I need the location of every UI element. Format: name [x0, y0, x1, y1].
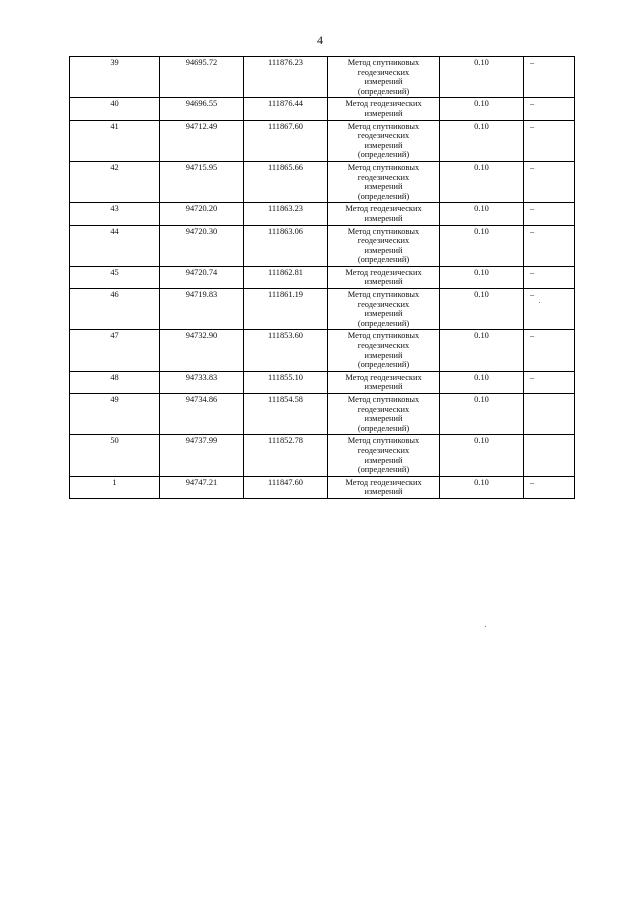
- accuracy-cell: 0.10: [440, 203, 524, 225]
- description-cell: –: [524, 225, 575, 266]
- y-coordinate-cell: 111852.78: [244, 435, 328, 476]
- y-coordinate-cell: 111854.58: [244, 394, 328, 435]
- method-line: Метод спутниковых: [347, 331, 420, 341]
- method-line: измерений: [364, 414, 403, 424]
- method-cell: [328, 266, 440, 288]
- x-coordinate-cell: 94720.30: [160, 225, 244, 266]
- method-line: (определений): [357, 150, 410, 160]
- y-coordinate-cell: 111853.60: [244, 330, 328, 371]
- y-coordinate-cell: 111862.81: [244, 266, 328, 288]
- point-number-cell: 42: [70, 161, 160, 202]
- method-line: Метод спутниковых: [347, 290, 420, 300]
- table-row: [70, 120, 575, 161]
- method-line: (определений): [357, 255, 410, 265]
- point-number-cell: 39: [70, 57, 160, 98]
- method-cell: [328, 476, 440, 498]
- scan-speck: [539, 302, 540, 303]
- description-cell: –: [524, 120, 575, 161]
- accuracy-cell: 0.10: [440, 289, 524, 330]
- description-cell: –: [524, 161, 575, 202]
- description-cell: –: [524, 289, 575, 330]
- y-coordinate-cell: 111865.66: [244, 161, 328, 202]
- description-cell: –: [524, 371, 575, 393]
- y-coordinate-cell: 111863.23: [244, 203, 328, 225]
- method-line: измерений: [364, 108, 403, 118]
- table-row: [70, 394, 575, 435]
- method-line: измерений: [364, 455, 403, 465]
- method-line: (определений): [357, 86, 410, 96]
- accuracy-cell: 0.10: [440, 266, 524, 288]
- coordinates-table: [69, 56, 575, 499]
- method-line: измерений: [364, 309, 403, 319]
- table-row: [70, 57, 575, 98]
- page-number: 4: [317, 33, 323, 47]
- accuracy-cell: 0.10: [440, 330, 524, 371]
- method-line: геодезических: [357, 67, 410, 77]
- method-line: геодезических: [357, 404, 410, 414]
- method-line: измерений: [364, 140, 403, 150]
- method-line: Метод спутниковых: [347, 58, 420, 67]
- point-number-cell: 1: [70, 476, 160, 498]
- accuracy-cell: 0.10: [440, 394, 524, 435]
- method-line: Метод геодезических: [345, 99, 422, 109]
- method-line: Метод спутниковых: [347, 162, 420, 172]
- point-number-cell: 44: [70, 225, 160, 266]
- x-coordinate-cell: 94737.99: [160, 435, 244, 476]
- x-coordinate-cell: 94732.90: [160, 330, 244, 371]
- table-row: [70, 203, 575, 225]
- method-line: измерений: [364, 487, 403, 497]
- table-row: [70, 371, 575, 393]
- x-coordinate-cell: 94715.95: [160, 161, 244, 202]
- method-line: геодезических: [357, 341, 410, 351]
- accuracy-cell: 0.10: [440, 225, 524, 266]
- method-line: геодезических: [357, 445, 410, 455]
- method-line: геодезических: [357, 131, 410, 141]
- accuracy-cell: 0.10: [440, 161, 524, 202]
- x-coordinate-cell: 94747.21: [160, 476, 244, 498]
- point-number-cell: 47: [70, 330, 160, 371]
- y-coordinate-cell: 111847.60: [244, 476, 328, 498]
- method-cell: [328, 435, 440, 476]
- method-line: измерений: [364, 213, 403, 223]
- x-coordinate-cell: 94720.74: [160, 266, 244, 288]
- x-coordinate-cell: 94719.83: [160, 289, 244, 330]
- table-row: [70, 435, 575, 476]
- method-cell: [328, 161, 440, 202]
- method-cell: [328, 394, 440, 435]
- point-number-cell: 48: [70, 371, 160, 393]
- method-line: Метод геодезических: [345, 204, 422, 214]
- accuracy-cell: 0.10: [440, 476, 524, 498]
- description-cell: [524, 394, 575, 435]
- method-line: (определений): [357, 191, 410, 201]
- method-line: измерений: [364, 382, 403, 392]
- method-line: измерений: [364, 77, 403, 87]
- y-coordinate-cell: 111876.23: [244, 57, 328, 98]
- description-cell: –: [524, 476, 575, 498]
- method-line: (определений): [357, 360, 410, 370]
- method-cell: [328, 203, 440, 225]
- method-line: Метод спутниковых: [347, 436, 420, 446]
- table-row: [70, 476, 575, 498]
- method-line: Метод спутниковых: [347, 395, 420, 404]
- method-cell: [328, 57, 440, 98]
- accuracy-cell: 0.10: [440, 98, 524, 120]
- y-coordinate-cell: 111867.60: [244, 120, 328, 161]
- method-line: (определений): [357, 318, 410, 328]
- method-line: измерений: [364, 245, 403, 255]
- accuracy-cell: 0.10: [440, 57, 524, 98]
- accuracy-cell: 0.10: [440, 120, 524, 161]
- method-line: Метод геодезических: [345, 372, 422, 382]
- method-line: измерений: [364, 277, 403, 287]
- method-line: Метод спутниковых: [347, 226, 420, 236]
- description-cell: –: [524, 98, 575, 120]
- y-coordinate-cell: 111855.10: [244, 371, 328, 393]
- table-row: [70, 266, 575, 288]
- method-line: Метод геодезических: [345, 477, 422, 487]
- method-cell: [328, 371, 440, 393]
- x-coordinate-cell: 94734.86: [160, 394, 244, 435]
- y-coordinate-cell: 111876.44: [244, 98, 328, 120]
- accuracy-cell: 0.10: [440, 435, 524, 476]
- point-number-cell: 46: [70, 289, 160, 330]
- method-cell: [328, 98, 440, 120]
- description-cell: –: [524, 57, 575, 98]
- method-line: Метод геодезических: [345, 267, 422, 277]
- table-row: [70, 289, 575, 330]
- point-number-cell: 49: [70, 394, 160, 435]
- x-coordinate-cell: 94733.83: [160, 371, 244, 393]
- method-line: (определений): [357, 423, 410, 433]
- description-cell: –: [524, 203, 575, 225]
- y-coordinate-cell: 111861.19: [244, 289, 328, 330]
- x-coordinate-cell: 94695.72: [160, 57, 244, 98]
- x-coordinate-cell: 94696.55: [160, 98, 244, 120]
- table-row: [70, 330, 575, 371]
- table-row: [70, 225, 575, 266]
- description-cell: –: [524, 330, 575, 371]
- method-line: (определений): [357, 465, 410, 475]
- scan-speck: [485, 626, 486, 627]
- method-cell: [328, 330, 440, 371]
- point-number-cell: 45: [70, 266, 160, 288]
- method-line: геодезических: [357, 172, 410, 182]
- y-coordinate-cell: 111863.06: [244, 225, 328, 266]
- table-row: [70, 98, 575, 120]
- method-cell: [328, 289, 440, 330]
- x-coordinate-cell: 94720.20: [160, 203, 244, 225]
- table-row: [70, 161, 575, 202]
- method-cell: [328, 225, 440, 266]
- method-line: Метод спутниковых: [347, 121, 420, 131]
- point-number-cell: 41: [70, 120, 160, 161]
- method-line: геодезических: [357, 236, 410, 246]
- accuracy-cell: 0.10: [440, 371, 524, 393]
- description-cell: –: [524, 266, 575, 288]
- method-line: измерений: [364, 350, 403, 360]
- method-cell: [328, 120, 440, 161]
- x-coordinate-cell: 94712.49: [160, 120, 244, 161]
- point-number-cell: 40: [70, 98, 160, 120]
- description-cell: [524, 435, 575, 476]
- point-number-cell: 50: [70, 435, 160, 476]
- method-line: геодезических: [357, 299, 410, 309]
- method-line: измерений: [364, 182, 403, 192]
- point-number-cell: 43: [70, 203, 160, 225]
